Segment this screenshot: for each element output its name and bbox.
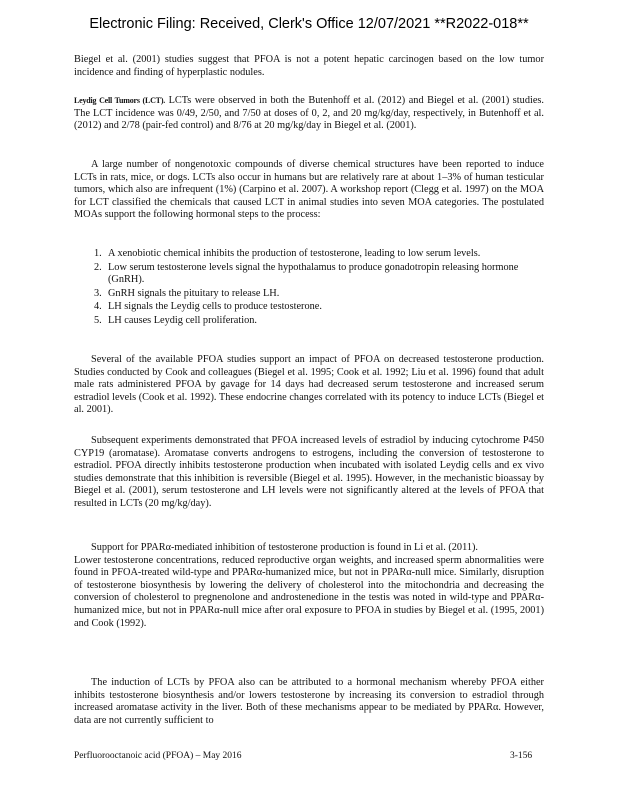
paragraph-nongenotoxic-compounds: A large number of nongenotoxic compounds of diverse chemical structures have been reported to induce LCTs in rats, mice, or dogs. LCTs also occur in humans but are relatively rare at about 1–3% of human testicular tumors, which also are infrequent (1%) (Carpino et al. 2007). A workshop report (Clegg et al. 1997) on the MOA for LCT classified the chemicals that caused LCT in animal studies into seven MOA categories. The postulated MOAs support the following hormonal steps to the process: <box>74 159 544 221</box>
list-item <box>94 301 534 314</box>
hormonal-steps-list <box>94 248 534 329</box>
list-item-number: 5. <box>94 314 102 326</box>
list-item <box>94 288 534 301</box>
list-item <box>94 248 534 261</box>
paragraph-biegel-summary: Biegel et al. (2001) studies suggest that PFOA is not a potent hepatic carcinogen based on the low tumor incidence and finding of hyperplastic nodules. <box>74 54 544 78</box>
paragraph-lct-induction: The induction of LCTs by PFOA also can be attributed to a hormonal mechanism whereby PFOA either inhibits testosterone biosynthesis and/or lowers testosterone by increasing its conversion to estradiol through increased aromatase activity in the liver. Both of these mechanisms appear to be mediated by PPARα. However, data are not currently sufficient to <box>74 677 544 726</box>
list-item-number: 4. <box>94 301 102 313</box>
paragraph-ppar-body: Lower testosterone concentrations, reduced reproductive organ weights, and increased sperm abnormalities were found in PFOA-treated wild-type and PPARα-humanized mice, but not in PPARα-null mice. Similarly, disruption of testosterone biosynthesis by lowering the delivery of cholesterol into the mitochondria and decreasing the conversion of cholesterol to pregnenolone and androstenedione in the testis was noted in wild-type and PPARα-humanized mice, but not in PPARα-null mice after oral exposure to PFOA in studies by Biegel et al. (1995, 2001) and Cook (1992). <box>74 554 544 629</box>
footer-page-number: 3-156 <box>510 751 533 761</box>
list-item <box>94 315 534 328</box>
list-item-number: 2. <box>94 261 102 273</box>
list-item <box>94 262 534 287</box>
list-item-number: 3. <box>94 287 102 299</box>
paragraph-ppar-first-line: Support for PPARα-mediated inhibition of testosterone production is found in Li et al. (2011). <box>91 542 479 553</box>
footer-document-title: Perfluorooctanoic acid (PFOA) – May 2016 <box>74 751 242 761</box>
list-item-text: A xenobiotic chemical inhibits the production of testosterone, leading to low serum levels. <box>108 248 481 259</box>
list-item-text: LH causes Leydig cell proliferation. <box>108 314 257 326</box>
paragraph-aromatase-experiments: Subsequent experiments demonstrated that PFOA increased levels of estradiol by inducing cytochrome P450 CYP19 (aromatase). Aromatase converts androgens to estrogens, including the conversion of testosterone to estradiol. PFOA directly inhibits testosterone production when incubated with isolated Leydig cells and ex vivo studies demonstrate that this inhibition is reversible (Biegel et al. 1995). However, in the mechanistic bioassay by Biegel et al. (2001), serum testosterone and LH levels were not significantly altered at the levels of PFOA that resulted in LCTs (20 mg/kg/day). <box>74 435 544 509</box>
paragraph-leydig-cell-tumors <box>74 95 544 133</box>
list-item-text: Low serum testosterone levels signal the hypothalamus to produce gonadotropin releasing hormone (GnRH). <box>108 261 519 286</box>
list-item-number: 1. <box>94 248 102 259</box>
filing-header: Electronic Filing: Received, Clerk's Office 12/07/2021 **R2022-018** <box>89 16 529 32</box>
section-heading-lct: Leydig Cell Tumors (LCT). <box>74 96 166 105</box>
paragraph-testosterone-production: Several of the available PFOA studies support an impact of PFOA on decreased testosterone production. Studies conducted by Cook and colleagues (Biegel et al. 1995; Cook et al. 1992; Liu et al. 1996) found that adult male rats administered PFOA by gavage for 14 days had decreased serum testosterone and increased serum estradiol levels (Cook et al. 1992). These endocrine changes correlated with its potency to induce LCTs (Biegel et al. 2001). <box>74 354 544 416</box>
list-item-text: LH signals the Leydig cells to produce testosterone. <box>108 301 322 313</box>
list-item-text: GnRH signals the pituitary to release LH. <box>108 287 280 299</box>
paragraph-lct-body: LCTs were observed in both the Butenhoff et al. (2012) and Biegel et al. (2001) studies. The LCT incidence was 0/49, 2/50, and 7/50 at doses of 0, 2, and 20 mg/kg/day, respectively, in Butenhoff et al. (2012) and 2/78 (pair-fed control) and 8/76 at 20 mg/kg/day in Biegel et al. (2001). <box>74 95 544 132</box>
paragraph-ppar-support <box>74 542 544 630</box>
